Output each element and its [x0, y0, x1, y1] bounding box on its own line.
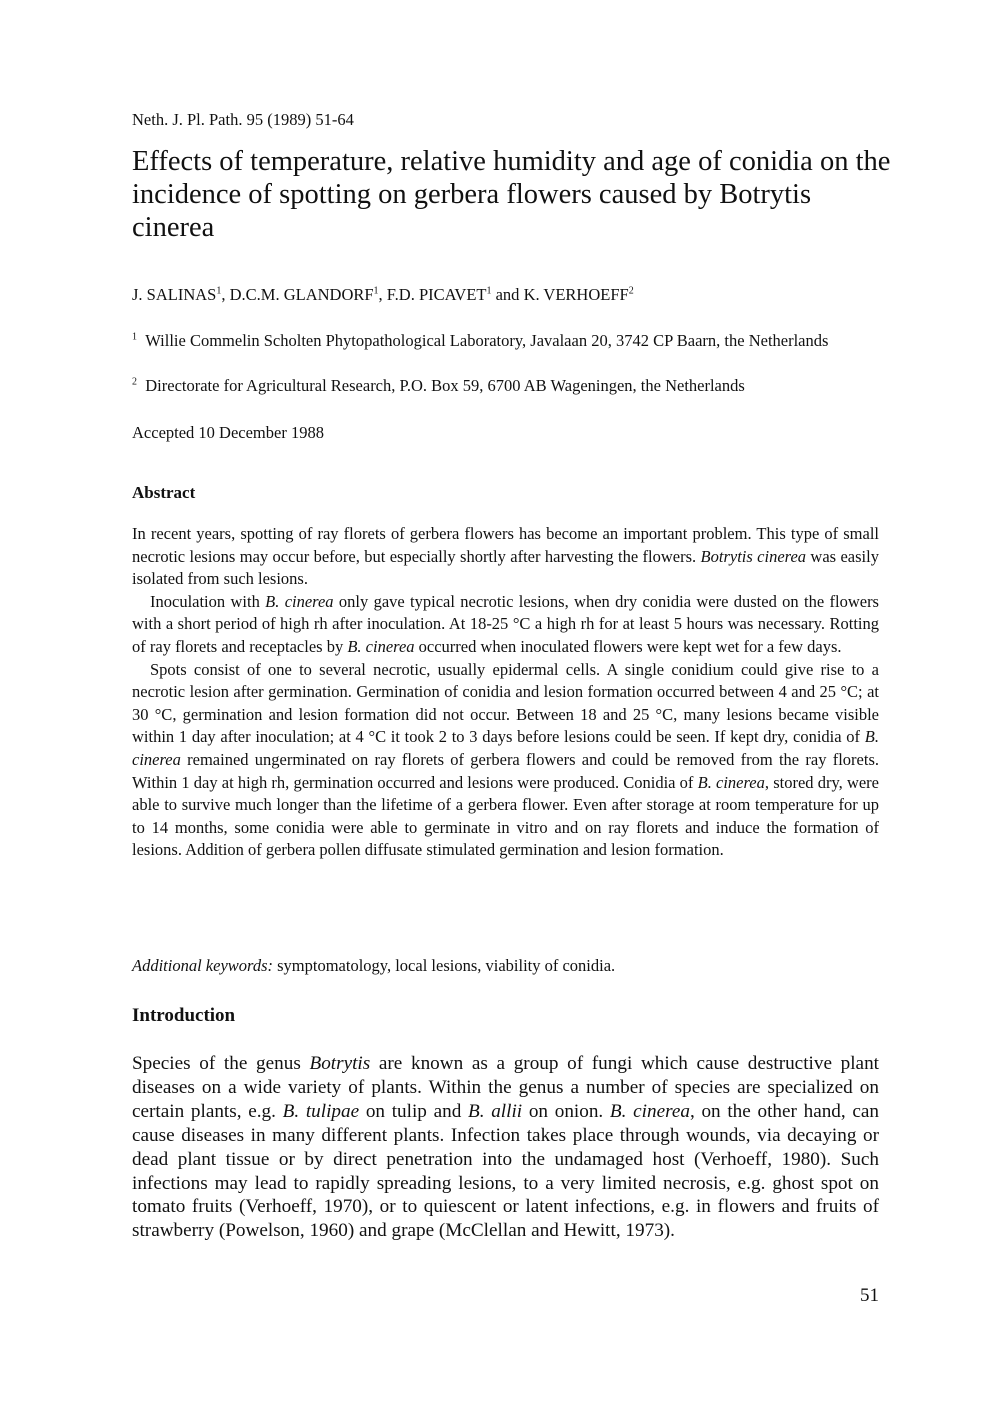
affiliation-text: Willie Commelin Scholten Phytopathological Laboratory, Javalaan 20, 3742 CP Baarn, the Netherlands — [145, 331, 829, 350]
italic-term: Botrytis cinerea — [700, 546, 807, 566]
page-number: 51 — [860, 1285, 879, 1306]
italic-term: Botrytis — [309, 1053, 371, 1074]
author-name: F.D. PICAVET — [386, 285, 487, 304]
author-list — [132, 285, 879, 305]
abstract-body — [132, 523, 879, 862]
italic-term: B. cinerea — [697, 772, 765, 792]
italic-term: B. allii — [468, 1100, 523, 1122]
text-run: Spots consist of one to several necrotic, usually epidermal cells. A single conidium could give rise to a necrotic lesion after germination. Germination of conidia and lesion formation occurred between 4 and 25 °C; at 30 °C, germination and lesion formation did not occur. Between 18 and 25 °C, many lesions became visible within 1 day after inoculation; at 4 °C it took 2 to 3 days before lesions could be seen. If kept dry, conidia of — [132, 659, 879, 747]
author-name: D.C.M. GLANDORF — [229, 285, 374, 304]
keywords-line — [132, 956, 879, 976]
abstract-paragraph — [132, 523, 879, 591]
text-run: Inoculation with — [150, 591, 266, 611]
text-run: are known as a group of fungi which cause destructive plant diseases on a wide variety of plants. Within the genus a number of species are specialized on certain plants, e.g. — [132, 1053, 879, 1122]
text-run: occurred when inoculated flowers were kept wet for a few days. — [414, 636, 842, 656]
journal-reference: Neth. J. Pl. Path. 95 (1989) 51-64 — [132, 110, 354, 129]
affiliation-1 — [132, 330, 879, 352]
author-separator: , — [378, 285, 387, 304]
italic-term: B. cinerea — [265, 591, 334, 611]
affiliation-number: 1 — [132, 331, 137, 343]
text-run: , stored dry, were able to survive much longer than the lifetime of a gerbera flower. Even after storage at room temperature for up to 14 months, some conidia were able to germinate in vitro and on ray florets and induce the formation of lesions. Addition of gerbera pollen diffusate stimulated germination and lesion formation. — [132, 772, 880, 860]
abstract-paragraph — [132, 659, 879, 862]
introduction-heading: Introduction — [132, 1005, 236, 1026]
text-run: on tulip and — [359, 1100, 468, 1122]
paper-title: Effects of temperature, relative humidity and age of conidia on the incidence of spotting on gerbera flowers caused by Botrytis cinerea — [132, 146, 891, 243]
text-run: on onion. — [522, 1100, 610, 1122]
text-run: In recent years, spotting of ray florets of gerbera flowers has become an important problem. This type of small necrotic lesions may occur before, but especially shortly after harvesting the flowers. — [132, 524, 879, 566]
introduction-paragraph — [132, 1052, 879, 1243]
affiliation-number: 2 — [132, 376, 137, 388]
author-affiliation-mark: 1 — [486, 285, 492, 297]
author-name: K. VERHOEFF — [523, 285, 629, 304]
text-run: Species of the genus — [132, 1053, 310, 1074]
affiliation-2 — [132, 375, 879, 397]
italic-term: B. tulipae — [282, 1100, 360, 1122]
author-affiliation-mark: 1 — [373, 285, 379, 297]
accepted-date: Accepted 10 December 1988 — [132, 423, 324, 442]
italic-term: B. cinerea — [132, 727, 879, 769]
author-affiliation-mark: 1 — [216, 285, 222, 297]
text-run: , on the other hand, can cause diseases in many different plants. Infection takes place through wounds, via decaying or dead plant tissue or by direct penetration into the undamaged host (Verhoeff, 1980). Such infections may lead to rapidly spreading lesions, to a very limited necrosis, e.g. ghost spot on tomato fruits (Verhoeff, 1970), or to quiescent or latent infections, e.g. in flowers and fruits of strawberry (Powelson, 1960) and grape (McClellan and Hewitt, 1973). — [132, 1100, 880, 1242]
italic-term: B. cinerea — [347, 636, 415, 656]
keywords-text: symptomatology, local lesions, viability of conidia. — [273, 956, 616, 975]
abstract-heading: Abstract — [132, 483, 196, 502]
text-run: was easily isolated from such lesions. — [132, 546, 879, 589]
affiliation-text: Directorate for Agricultural Research, P.O. Box 59, 6700 AB Wageningen, the Netherlands — [145, 376, 745, 395]
author-separator: and — [491, 285, 524, 304]
author-separator: , — [221, 285, 230, 304]
text-run: only gave typical necrotic lesions, when dry conidia were dusted on the flowers with a short period of high rh after inoculation. At 18-25 °C a high rh for at least 5 hours was necessary. Rotting of ray florets and receptacles by — [132, 591, 879, 656]
author-name: J. SALINAS — [132, 285, 217, 304]
italic-term: B. cinerea — [609, 1100, 690, 1122]
author-affiliation-mark: 2 — [628, 285, 634, 297]
keywords-label: Additional keywords: — [132, 956, 273, 975]
abstract-paragraph — [132, 591, 879, 659]
text-run: remained ungerminated on ray florets of gerbera flowers and could be removed from the ray florets. Within 1 day at high rh, germination occurred and lesions were produced. Conidia of — [132, 749, 879, 792]
